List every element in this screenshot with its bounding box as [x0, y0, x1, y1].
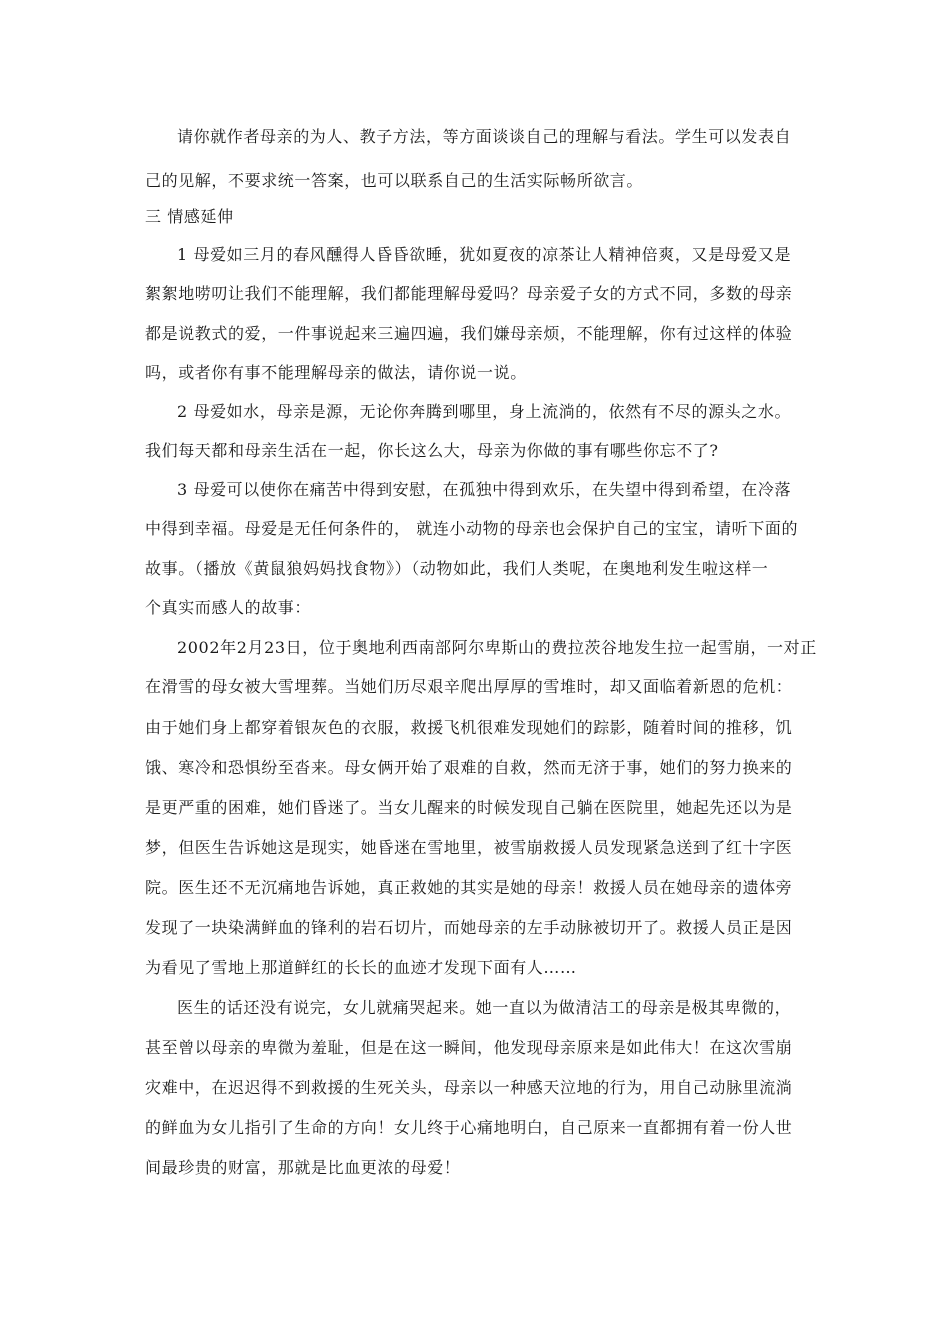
paragraph-line: 间最珍贵的财富，那就是比血更浓的母爱！: [145, 1158, 461, 1177]
paragraph-line: 2002年2月23日，位于奥地利西南部阿尔卑斯山的费拉茨谷地发生拉一起雪崩，一对正: [177, 638, 817, 657]
paragraph-line: 发现了一块染满鲜血的锋利的岩石切片，而她母亲的左手动脉被切开了。救援人员正是因: [145, 918, 793, 937]
paragraph-line: 2 母爱如水，母亲是源，无论你奔腾到哪里，身上流淌的，依然有不尽的源头之水。: [177, 402, 792, 421]
paragraph-line: 为看见了雪地上那道鲜红的长长的血迹才发现下面有人……: [145, 958, 577, 977]
section-heading: 三 情感延伸: [145, 207, 234, 226]
paragraph-line: 饿、寒冷和恐惧纷至沓来。母女俩开始了艰难的自救，然而无济于事，她们的努力换来的: [145, 758, 793, 777]
paragraph-line: 的鲜血为女儿指引了生命的方向！女儿终于心痛地明白，自己原来一直都拥有着一份人世: [145, 1118, 793, 1137]
paragraph-line: 3 母爱可以使你在痛苦中得到安慰，在孤独中得到欢乐，在失望中得到希望，在冷落: [177, 480, 792, 499]
paragraph-line: 絮絮地唠叨让我们不能理解，我们都能理解母爱吗？母亲爱子女的方式不同，多数的母亲: [145, 284, 793, 303]
paragraph-line: 灾难中，在迟迟得不到救援的生死关头，母亲以一种感天泣地的行为，用自己动脉里流淌: [145, 1078, 793, 1097]
paragraph-line: 1 母爱如三月的春风醺得人昏昏欲睡，犹如夏夜的凉茶让人精神倍爽，又是母爱又是: [177, 245, 792, 264]
paragraph-line: 我们每天都和母亲生活在一起，你长这么大，母亲为你做的事有哪些你忘不了?: [145, 441, 719, 460]
paragraph-line: 个真实而感人的故事：: [145, 598, 312, 617]
paragraph-line: 医生的话还没有说完，女儿就痛哭起来。她一直以为做清洁工的母亲是极其卑微的，: [177, 998, 792, 1017]
paragraph-line: 中得到幸福。母爱是无任何条件的， 就连小动物的母亲也会保护自己的宝宝，请听下面的: [145, 519, 799, 538]
paragraph-line: 是更严重的困难，她们昏迷了。当女儿醒来的时候发现自己躺在医院里，她起先还以为是: [145, 798, 793, 817]
paragraph-line: 在滑雪的母女被大雪埋葬。当她们历尽艰辛爬出厚厚的雪堆时，却又面临着新恩的危机：: [145, 677, 793, 696]
paragraph-line: 由于她们身上都穿着银灰色的衣服，救援飞机很难发现她们的踪影，随着时间的推移，饥: [145, 718, 793, 737]
paragraph-line: 院。医生还不无沉痛地告诉她，真正救她的其实是她的母亲！救援人员在她母亲的遗体旁: [145, 878, 793, 897]
paragraph-line: 故事。（播放《黄鼠狼妈妈找食物》）（动物如此，我们人类呢，在奥地利发生啦这样一: [145, 559, 769, 578]
paragraph-line: 己的见解，不要求统一答案，也可以联系自己的生活实际畅所欲言。: [145, 171, 644, 190]
paragraph-line: 都是说教式的爱，一件事说起来三遍四遍，我们嫌母亲烦，不能理解，你有过这样的体验: [145, 324, 793, 343]
paragraph-line: 请你就作者母亲的为人、教子方法，等方面谈谈自己的理解与看法。学生可以发表自: [177, 127, 792, 146]
paragraph-line: 梦，但医生告诉她这是现实，她昏迷在雪地里，被雪崩救援人员发现紧急送到了红十字医: [145, 838, 793, 857]
paragraph-line: 甚至曾以母亲的卑微为羞耻，但是在这一瞬间，他发现母亲原来是如此伟大！在这次雪崩: [145, 1038, 793, 1057]
paragraph-line: 吗，或者你有事不能理解母亲的做法，请你说一说。: [145, 363, 527, 382]
